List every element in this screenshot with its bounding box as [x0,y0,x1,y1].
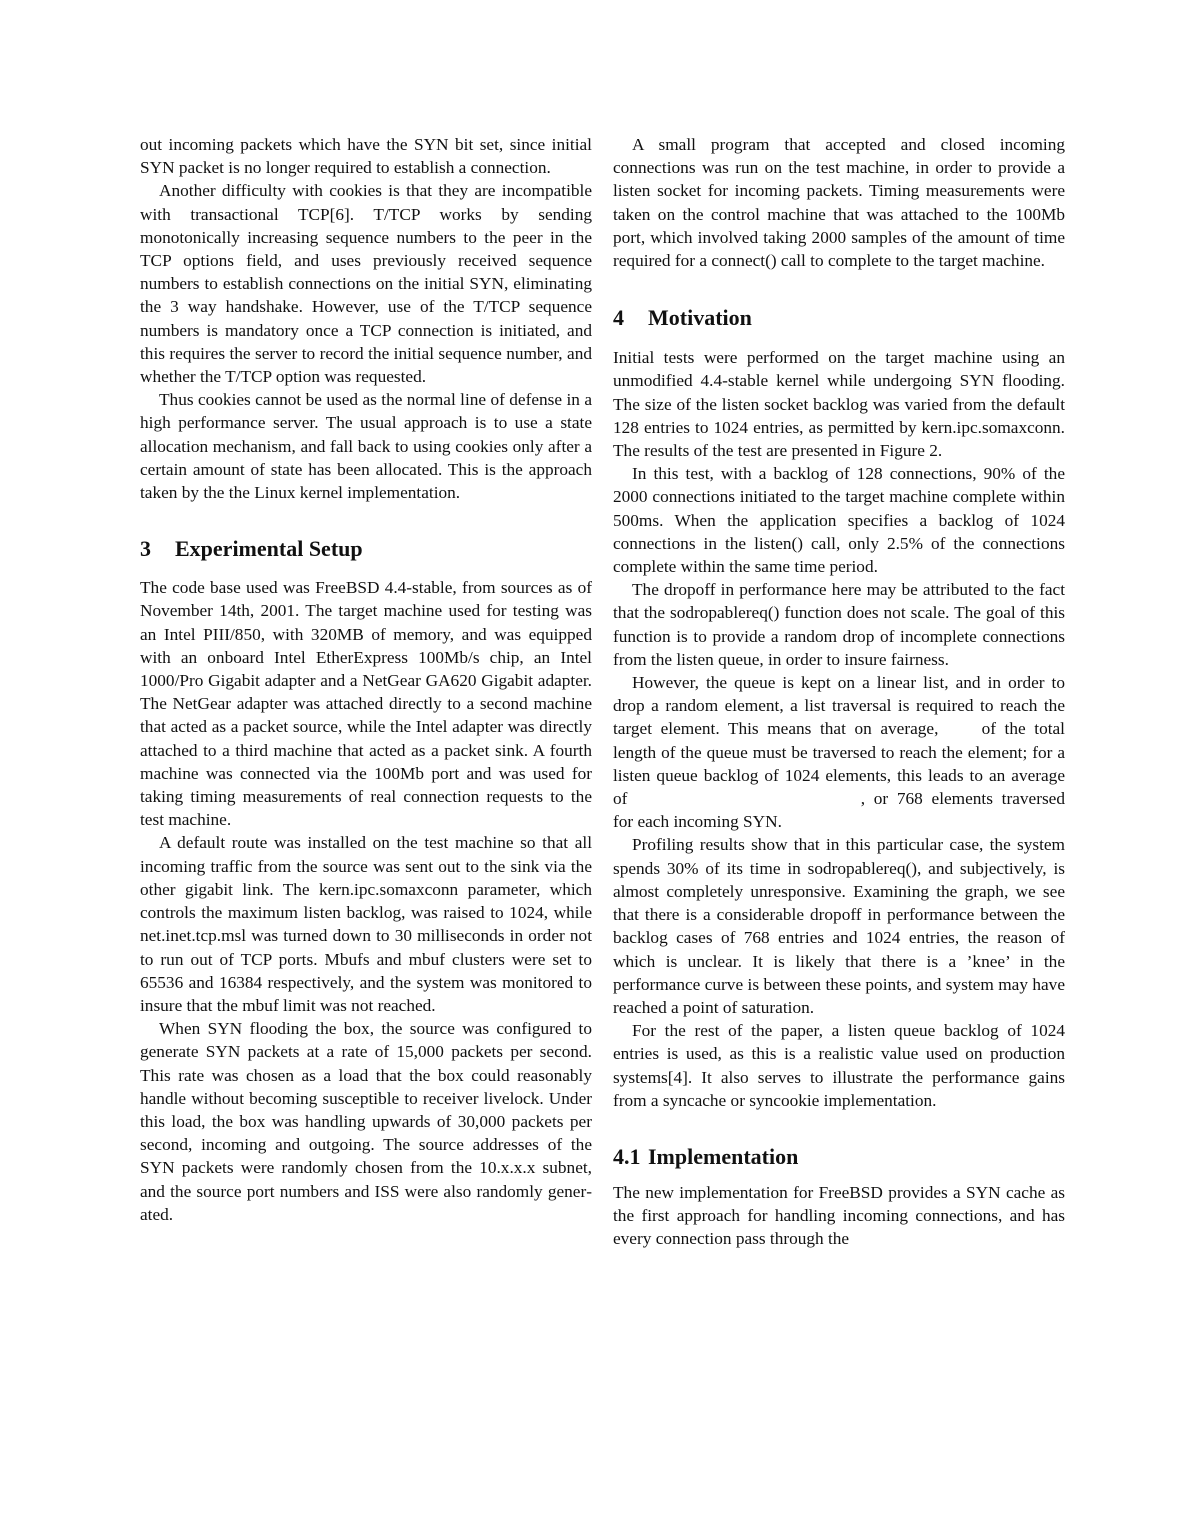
paragraph: When SYN flooding the box, the source was configured to generate SYN packets at a rate of 15,000 packets per second. This rate was chosen as a load that the box could reasonably handle without becoming susceptible to receiver livelock. Under this load, the box was handling upwards of 30,000 packets per second, incoming and outgoing. The source addresses of the SYN packets were randomly chosen from the 10.x.x.x subnet, and the source port numbers and ISS were also randomly generated. [140,1019,592,1224]
paragraph: Thus cookies cannot be used as the normal line of defense in a high performance server. The usual approach is to use a state allocation mechanism, and fall back to using cookies only after a certain amount of state has been allocated. This is the approach taken by the the Linux kernel implementation. [140,390,592,503]
paragraph: Initial tests were performed on the target machine using an unmodified 4.4-stable kernel while undergoing SYN flooding. The size of the listen socket backlog was varied from the default 128 entries to 1024 entries, as permitted by kern.ipc.somaxconn. The results of the test are presented in Figure 2. [613,348,1065,461]
paragraph: A small program that accepted and closed incoming connections was run on the test machine, in order to provide a listen socket for incoming packets. Timing measurements were taken on the control machine that was attached to the 100Mb port, which involved taking 2000 samples of the amount of time required for a connect() call to complete to the target machine. [613,135,1065,271]
section-heading-implementation [613,1144,1065,1170]
paragraph: A default route was installed on the test machine so that all incoming traffic from the source was sent out to the sink via the other gigabit link. The kern.ipc.somaxconn parameter, which controls the maximum listen backlog, was raised to 1024, while net.inet.tcp.msl was turned down to 30 milliseconds in order not to run out of TCP ports. Mbufs and mbuf clusters were set to 65536 and 16384 respectively, and the system was monitored to insure that the mbuf limit was not reached. [140,833,592,1015]
paragraph: In this test, with a backlog of 128 connections, 90% of the 2000 connections initiated to the target machine complete within 500ms. When the application specifies a backlog of 1024 connections in the listen() call, only 2.5% of the connections complete within the same time period. [613,464,1065,577]
left-column [140,133,592,1226]
paragraph: However, the queue is kept on a linear list, and in order to drop a random element, a list traversal is required to reach the target element. This means that on average, of the total length of the queue must be traversed to reach the element; for a listen queue backlog of 1024 elements, this leads to an average of , or 768 elements traversed for each incoming SYN. [613,673,1065,832]
section-heading-experimental-setup [140,536,592,562]
section-title: Implementation [648,1143,799,1169]
paragraph: For the rest of the paper, a listen queue backlog of 1024 entries is used, as this is a realistic value used on production systems[4]. It also serves to illustrate the performance gains from a syncache or syncookie implementation. [613,1021,1065,1110]
paragraph: The code base used was FreeBSD 4.4-stable, from sources as of November 14th, 2001. The target machine used for testing was an Intel PIII/850, with 320MB of memory, and was equipped with an onboard Intel EtherExpress 100Mb/s chip, an Intel 1000/Pro Gigabit adapter and a NetGear GA620 Gigabit adapter. The NetGear adapter was attached directly to a second machine that acted as a packet source, while the Intel adapter was directly attached to a third machine that acted as a packet sink. A fourth machine was connected via the 100Mb port and was used for taking timing measurements of real connection requests to the test machine. [140,578,592,830]
section-title: Motivation [648,305,752,331]
section-number: 3 [140,536,151,562]
section-title: Experimental Setup [175,536,363,562]
paragraph: Another difficulty with cookies is that they are incompatible with transactional TCP[6]. T/TCP works by sending monotonically increasing sequence numbers to the peer in the TCP options field, and uses previously received sequence numbers to establish connections on the initial SYN, eliminating the 3 way handshake. However, use of the T/TCP sequence numbers is mandatory once a TCP connection is initiated, and this requires the server to record the initial sequence number, and whether the T/TCP option was requested. [140,181,592,387]
section-number: 4 [613,305,624,331]
paragraph: The new implementation for FreeBSD provides a SYN cache as the first approach for handling incoming connections, and has every connection pass through the [613,1182,1065,1249]
paragraph: Profiling results show that in this particular case, the system spends 30% of its time in sodropablereq(), and subjectively, is almost completely unresponsive. Examining the graph, we see that there is a considerable dropoff in performance between the backlog cases of 768 entries and 1024 entries, the reason of which is unclear. It is likely that there is a ’knee’ in the performance curve is between these points, and system may have reached a point of saturation. [613,835,1065,1017]
paragraph: out incoming packets which have the SYN bit set, since initial SYN packet is no longer required to establish a connection. [140,135,592,178]
right-column [613,133,1065,1251]
section-number: 4.1 [613,1143,641,1169]
paragraph: The dropoff in performance here may be attributed to the fact that the sodropablereq() function does not scale. The goal of this function is to provide a random drop of incomplete connections from the listen queue, in order to insure fairness. [613,580,1065,669]
section-heading-motivation [613,305,1065,331]
